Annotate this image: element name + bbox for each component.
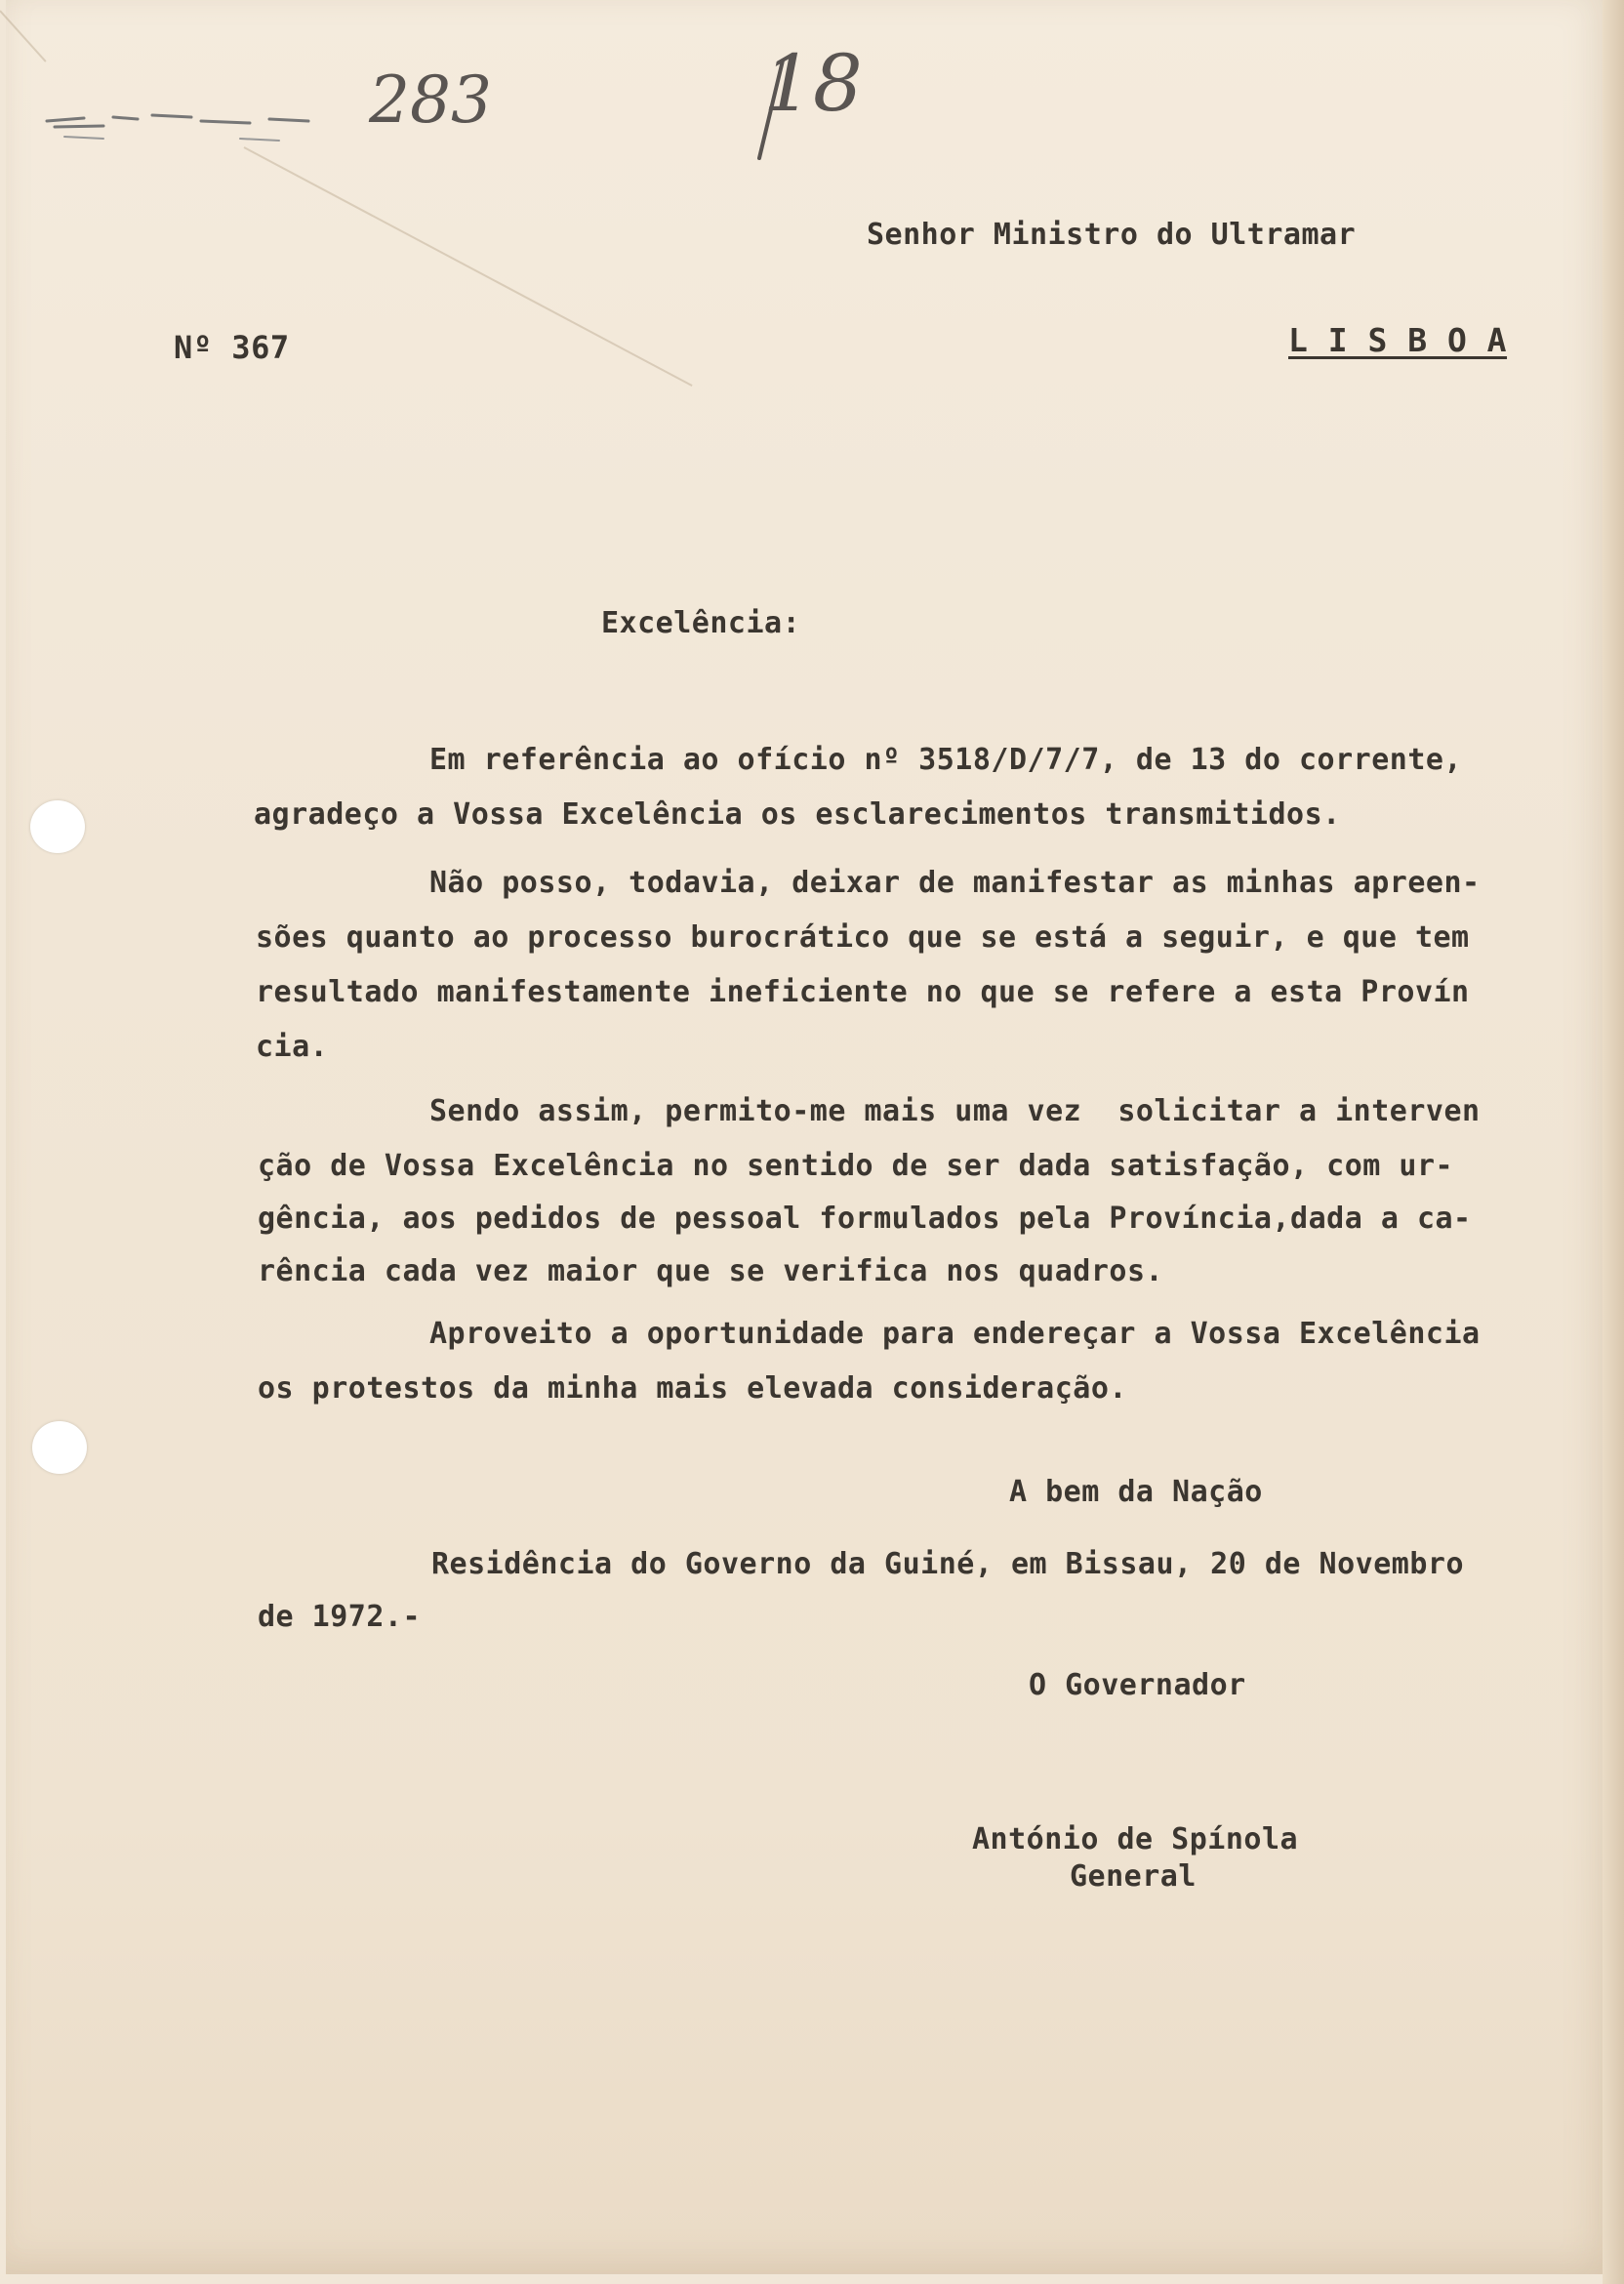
body-line: Em referência ao ofício nº 3518/D/7/7, de 13 do corrente, [429, 743, 1463, 777]
handwritten-page-number: 283 [369, 62, 492, 138]
addressee: Senhor Ministro do Ultramar [867, 218, 1357, 252]
body-line: sões quanto ao processo burocrático que se está a seguir, e que tem [256, 920, 1470, 955]
body-line: ção de Vossa Excelência no sentido de ser dada satisfação, com ur- [258, 1149, 1454, 1183]
body-line: Não posso, todavia, deixar de manifestar as minhas apreen- [429, 866, 1481, 900]
destination-city: L I S B O A [1288, 321, 1508, 359]
paper-edge [1603, 0, 1624, 2284]
body-line: gência, aos pedidos de pessoal formulados pela Província,dada a ca- [258, 1202, 1472, 1236]
signatory-name: António de Spínola [972, 1822, 1299, 1856]
body-line: os protestos da minha mais elevada consideração. [258, 1371, 1127, 1406]
body-line: Aproveito a oportunidade para endereçar a Vossa Excelência [429, 1317, 1481, 1351]
body-line: resultado manifestamente ineficiente no que se refere a esta Provín [256, 975, 1470, 1009]
closing-motto: A bem da Nação [1009, 1475, 1263, 1509]
salutation: Excelência: [601, 606, 801, 640]
body-line: agradeço a Vossa Excelência os esclarecimentos transmitidos. [254, 797, 1341, 832]
document-number: Nº 367 [174, 329, 290, 366]
handwritten-folio-number: 18 [763, 38, 863, 129]
signatory-rank: General [1070, 1859, 1197, 1894]
punch-hole [32, 1421, 87, 1474]
scribble-mark [45, 109, 367, 148]
place-date-line: de 1972.- [258, 1600, 422, 1634]
folio-stroke [751, 57, 791, 164]
place-date-line: Residência do Governo da Guiné, em Bissau, 20 de Novembro [431, 1547, 1465, 1581]
body-line: cia. [256, 1030, 329, 1064]
body-line: rência cada vez maior que se verifica nos quadros. [258, 1254, 1164, 1288]
body-line: Sendo assim, permito-me mais uma vez solicitar a interven [429, 1094, 1481, 1128]
signatory-role: O Governador [1029, 1668, 1246, 1702]
punch-hole [30, 800, 85, 853]
